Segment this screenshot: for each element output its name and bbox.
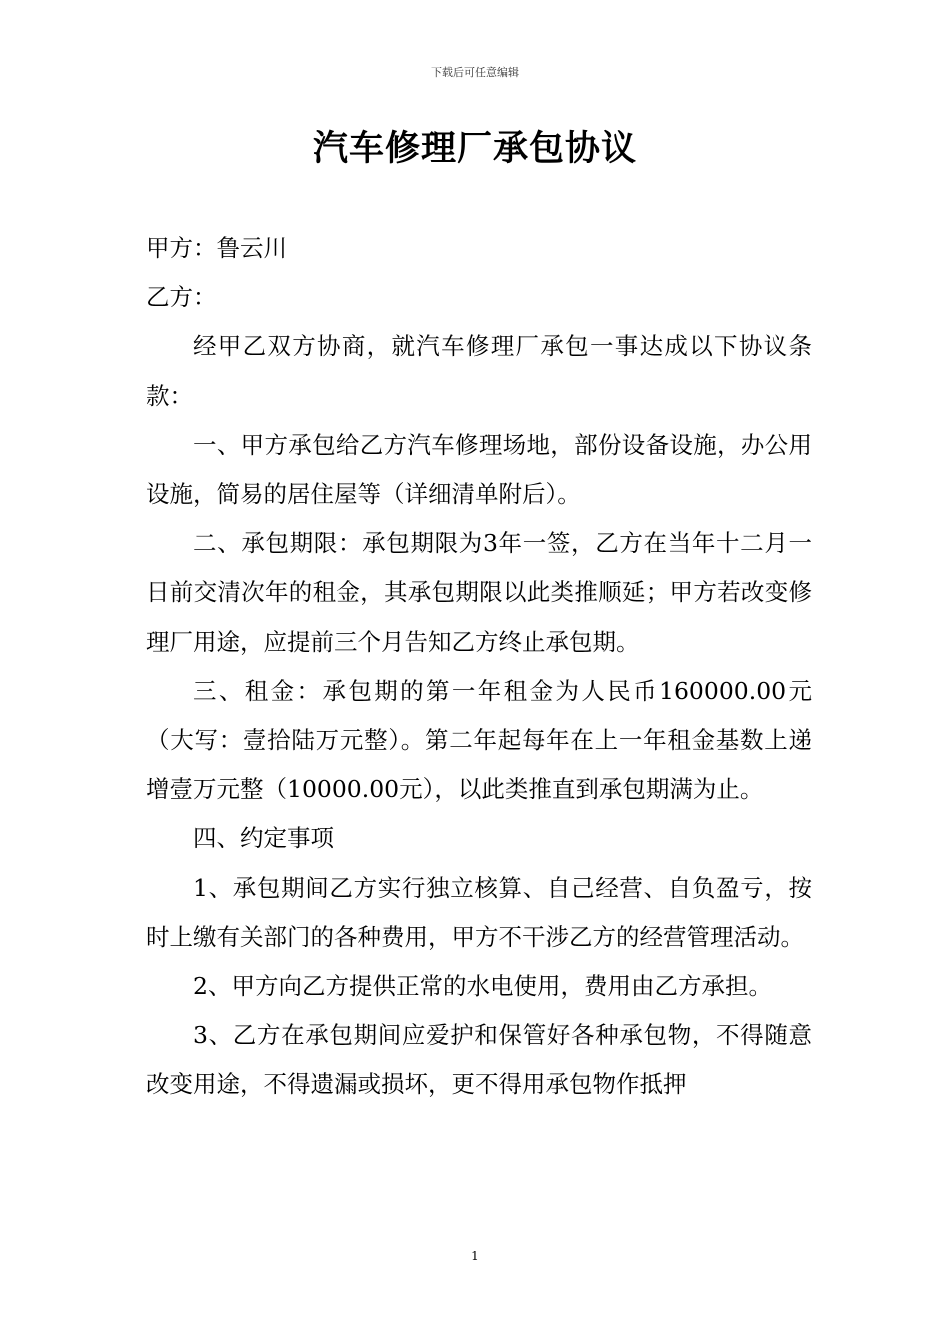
document-title: 汽车修理厂承包协议 (312, 128, 637, 169)
clause-4-item-2: 2、甲方向乙方提供正常的水电使用，费用由乙方承担。 (193, 972, 772, 1001)
page-number: 1 (471, 1249, 479, 1263)
intro-paragraph: 经甲乙双方协商，就汽车修理厂承包一事达成以下协议条款： (146, 332, 812, 410)
header-note: 下载后可任意编辑 (431, 66, 519, 79)
clause-3-paragraph: 三、租金：承包期的第一年租金为人民币160000.00元（大写：壹拾陆万元整）。第二年起每年在上一年租金基数上递增壹万元整（10000.00元），以此类推直到承包期满为止。 (146, 676, 812, 804)
document-body (146, 224, 812, 1110)
clause-4-heading: 四、约定事项 (193, 824, 334, 853)
party-b-line: 乙方： (146, 283, 217, 312)
clause-1-paragraph: 一、甲方承包给乙方汽车修理场地，部份设备设施，办公用设施，简易的居住屋等（详细清单附后）。 (146, 430, 812, 509)
party-a-line: 甲方：鲁云川 (146, 234, 287, 262)
clause-2-paragraph: 二、承包期限：承包期限为3年一签，乙方在当年十二月一日前交清次年的租金，其承包期限以此类推顺延；甲方若改变修理厂用途，应提前三个月告知乙方终止承包期。 (146, 529, 812, 656)
clause-4-item-1: 1、承包期间乙方实行独立核算、自己经营、自负盈亏，按时上缴有关部门的各种费用，甲方不干涉乙方的经营管理活动。 (146, 873, 812, 951)
clause-4-item-3: 3、乙方在承包期间应爱护和保管好各种承包物，不得随意改变用途，不得遗漏或损坏，更不得用承包物作抵押 (146, 1021, 812, 1099)
